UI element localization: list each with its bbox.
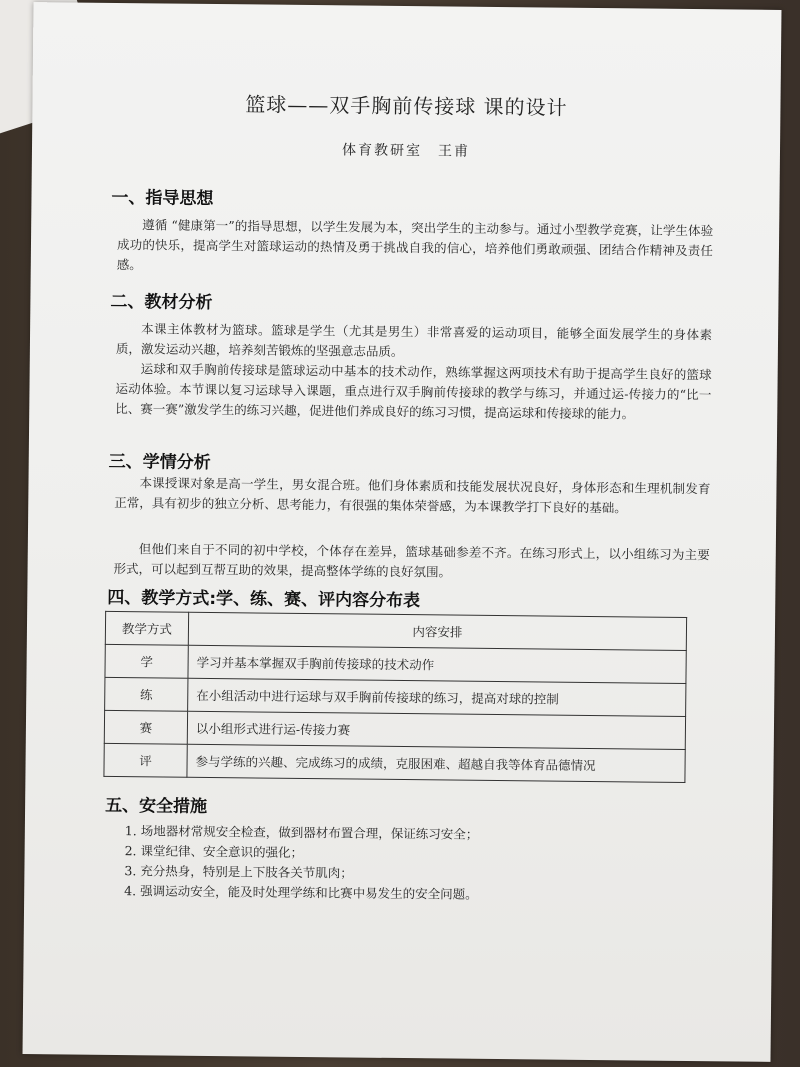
section-heading-safety-measures: 五、安全措施 <box>105 795 208 817</box>
table-cell-content: 以小组形式进行运-传接力赛 <box>187 711 685 749</box>
teaching-method-table <box>103 611 687 783</box>
list-item: 2. 课堂纪律、安全意识的强化； <box>124 843 304 860</box>
table-row <box>104 743 685 782</box>
material-analysis-paragraph-1: 本课主体教材为篮球。篮球是学生（尤其是男生）非常喜爱的运动项目，能够全面发展学生的身体素质，激发运动兴趣，培养刻苦锻炼的坚强意志品质。 <box>115 321 713 360</box>
list-item: 4. 强调运动安全，能及时处理学练和比赛中易发生的安全问题。 <box>124 883 478 902</box>
document-title: 篮球——双手胸前传接球 课的设计 <box>245 92 568 120</box>
table-header-cell: 内容安排 <box>188 612 686 650</box>
list-item: 3. 充分热身，特别是上下肢各关节肌肉； <box>124 863 353 881</box>
list-item: 1. 场地器材常规安全检查，做到器材布置合理，保证练习安全； <box>124 823 479 842</box>
student-analysis-paragraph-2: 但他们来自于不同的初中学校，个体存在差异，篮球基础参差不齐。在练习形式上，以小组练习为主要形式，可以起到互帮互助的效果，提高整体学练的良好氛围。 <box>113 541 710 580</box>
table-cell-mode: 练 <box>105 677 188 711</box>
material-analysis-paragraph-2: 运球和双手胸前传接球是篮球运动中基本的技术动作，熟练掌握这两项技术有助于提高学生良好的篮球运动体验。本节课以复习运球导入课题，重点进行双手胸前传接球的教学与练习，并通过运-传接力的“比一比、赛一赛”激发学生的练习兴趣，促进他们养成良好的练习习惯，提高运球和传接球的能力。 <box>115 361 712 422</box>
document-author: 体育教研室 王甫 <box>341 142 471 160</box>
section-heading-guiding-ideology: 一、指导思想 <box>111 187 214 210</box>
table-cell-mode: 学 <box>105 644 188 678</box>
document-page <box>23 2 782 1062</box>
table-cell-content: 参与学练的兴趣、完成练习的成绩，克服困难、超越自我等体育品德情况 <box>187 744 685 782</box>
safety-measures-list <box>124 821 478 905</box>
section-heading-student-analysis: 三、学情分析 <box>108 451 211 473</box>
guiding-ideology-paragraph: 遵循 “健康第一”的指导思想，以学生发展为本，突出学生的主动参与。通过小型教学竞赛，让学生体验成功的快乐，提高学生对篮球运动的热情及勇于挑战自我的信心，培养他们勇敢顽强、团结合作精神及责任感。 <box>116 217 714 273</box>
student-analysis-paragraph-1: 本课授课对象是高一学生，男女混合班。他们身体素质和技能发展状况良好，身体形态和生理机制发育正常，具有初步的独立分析、思考能力，有很强的集体荣誉感，为本课教学打下良好的基础。 <box>114 475 711 516</box>
table-cell-content: 学习并基本掌握双手胸前传接球的技术动作 <box>188 645 686 683</box>
section-heading-material-analysis: 二、教材分析 <box>110 291 213 314</box>
table-cell-content: 在小组活动中进行运球与双手胸前传接球的练习，提高对球的控制 <box>188 678 686 716</box>
table-cell-mode: 赛 <box>104 710 187 744</box>
table-cell-mode: 评 <box>104 743 187 777</box>
table-header-cell: 教学方式 <box>105 611 188 645</box>
section-heading-teaching-methods: 四、教学方式:学、练、赛、评内容分布表 <box>107 587 421 612</box>
